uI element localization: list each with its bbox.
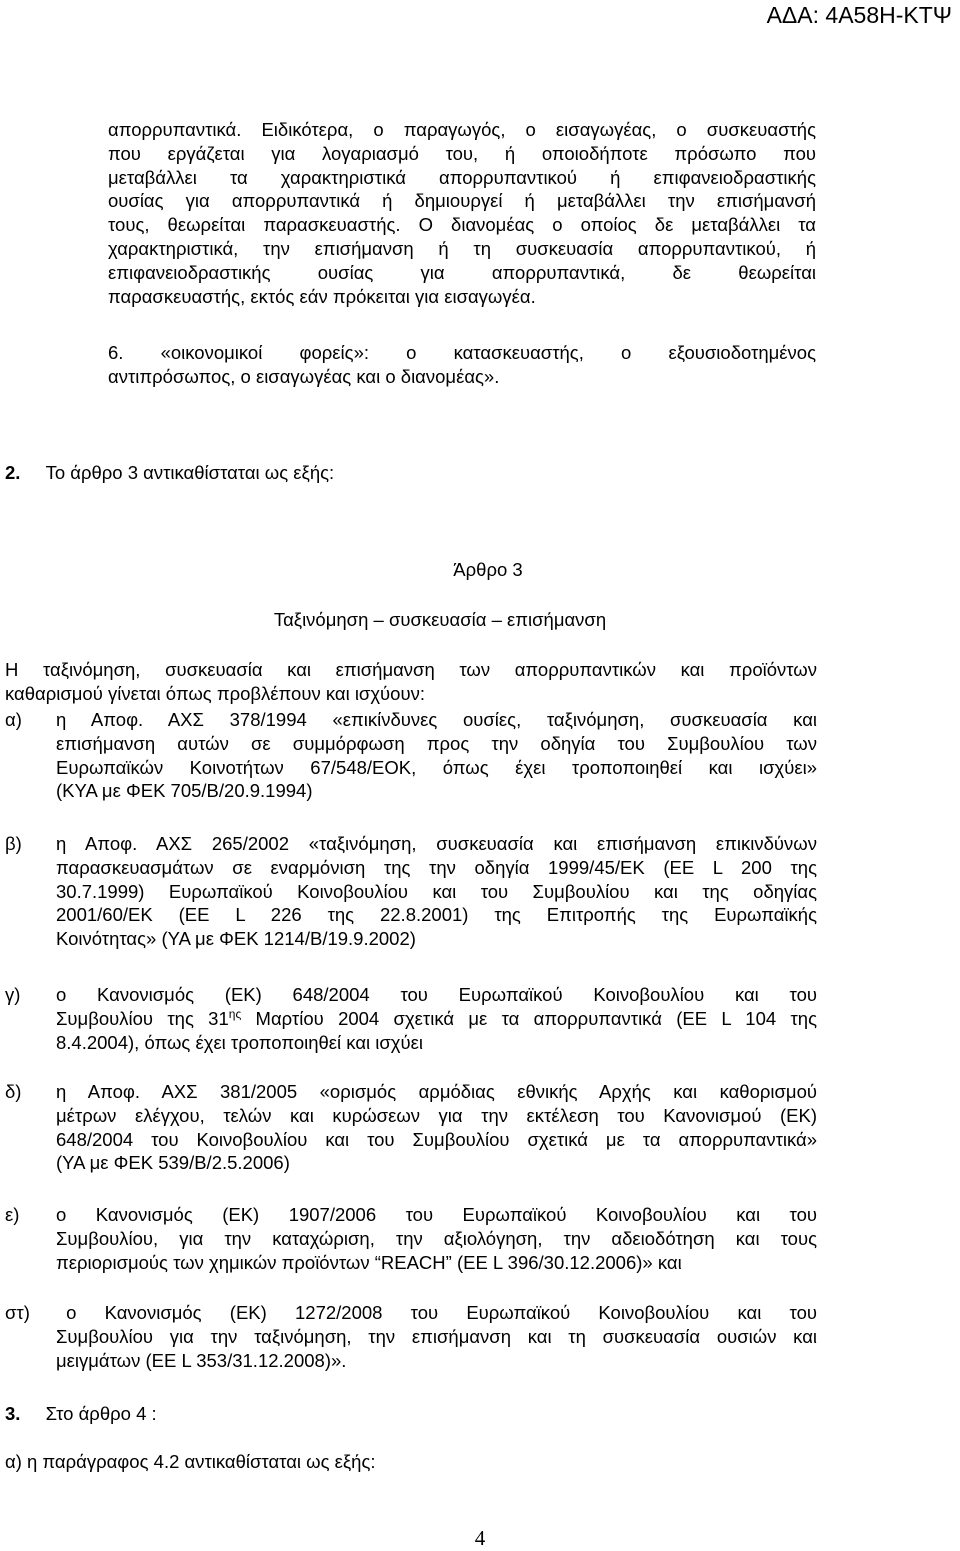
item-6-line	[108, 341, 816, 365]
text-line: η Αποφ. ΑΧΣ 378/1994 «επικίνδυνες ουσίες, ταξινόμηση, συσκευασία και	[56, 709, 817, 730]
text-line: η Αποφ. ΑΧΣ 265/2002 «ταξινόμηση, συσκευασία και επισήμανση επικινδύνων	[56, 833, 817, 854]
text-line: 648/2004 του Κοινοβουλίου και του Συμβουλίου σχετικά με τα απορρυπαντικά»	[56, 1128, 817, 1150]
item-label: δ)	[5, 1081, 22, 1102]
item-6-text: «οικονομικοί φορείς»: ο κατασκευαστής, ο εξουσιοδοτημένος	[160, 342, 816, 363]
text-line: Κοινότητας» (ΥΑ με ΦΕΚ 1214/Β/19.9.2002)	[56, 928, 416, 950]
text-line: Συμβουλίου για την ταξινόμηση, την επισήμανση και τη συσκευασία ουσιών και	[56, 1326, 817, 1347]
section-2-number: 2.	[5, 462, 21, 483]
text-fragment: ο Κανονισμός (ΕΚ) 1272/2008 του Ευρωπαϊκού Κοινοβουλίου και του	[66, 1302, 817, 1323]
item-label: α)	[5, 709, 22, 730]
subsection-a: α) η παράγραφος 4.2 αντικαθίσταται ως εξής:	[5, 1451, 376, 1472]
item-epsilon	[56, 1203, 817, 1274]
item-beta	[56, 832, 817, 951]
text-line: Ευρωπαϊκών Κοινοτήτων 67/548/ΕΟΚ, όπως έχει τροποποιηθεί και ισχύει»	[56, 756, 817, 778]
text-line: (ΥΑ με ΦΕΚ 539/Β/2.5.2006)	[56, 1152, 290, 1174]
article-title: Άρθρο 3	[453, 559, 523, 580]
ordinal-superscript: ης	[228, 1006, 242, 1021]
text-fragment: Συμβουλίου της 31	[56, 1007, 229, 1029]
section-2-text: Το άρθρο 3 αντικαθίσταται ως εξής:	[45, 462, 335, 483]
section-3	[5, 1402, 157, 1426]
text-line: ουσίας για απορρυπαντικά ή δημιουργεί ή μεταβάλλει την επισήμανσή	[108, 190, 816, 212]
text-fragment: Μαρτίου 2004 σχετικά με τα απορρυπαντικά (ΕΕ L 104 της	[241, 1007, 817, 1029]
text-line: ο Κανονισμός (ΕΚ) 1907/2006 του Ευρωπαϊκού Κοινοβουλίου και του	[56, 1204, 817, 1225]
section-3-number: 3.	[5, 1403, 21, 1424]
item-6-number: 6.	[108, 342, 124, 363]
text-line	[5, 1301, 817, 1325]
text-line: η Αποφ. ΑΧΣ 381/2005 «ορισμός αρμόδιας εθνικής Αρχής και καθορισμού	[56, 1081, 817, 1102]
text-line: απορρυπαντικά. Ειδικότερα, ο παραγωγός, ο εισαγωγέας, ο συσκευαστής	[108, 119, 816, 140]
text-line: περιορισμούς των χημικών προϊόντων “REACH” (ΕΕ L 396/30.12.2006)» και	[56, 1251, 682, 1273]
text-line: παρασκευασμάτων σε εναρμόνιση της την οδηγία 1999/45/ΕΚ (ΕΕ L 200 της	[56, 856, 817, 878]
text-line: 2001/60/ΕΚ (ΕΕ L 226 της 22.8.2001) της Επιτροπής της Ευρωπαϊκής	[56, 904, 817, 926]
item-stigma	[5, 1301, 817, 1325]
text-line: που εργάζεται για λογαριασμό του, ή οποιοδήποτε πρόσωπο που	[108, 142, 816, 164]
text-line: 8.4.2004), όπως έχει τροποποιηθεί και ισχύει	[56, 1031, 423, 1053]
paragraph-top	[108, 118, 816, 308]
item-label: ε)	[5, 1204, 20, 1225]
item-label: στ)	[5, 1302, 30, 1323]
item-stigma-cont	[56, 1325, 817, 1373]
text-line: χαρακτηριστικά, την επισήμανση ή τη συσκευασία απορρυπαντικού, ή	[108, 237, 816, 259]
text-line: παρασκευαστής, εκτός εάν πρόκειται για εισαγωγέα.	[108, 285, 536, 307]
text-line: επιφανειοδραστικής ουσίας για απορρυπαντικά, δε θεωρείται	[108, 261, 816, 283]
item-label: β)	[5, 833, 22, 854]
text-line: ο Κανονισμός (ΕΚ) 648/2004 του Ευρωπαϊκού Κοινοβουλίου και του	[56, 984, 817, 1005]
text-line: καθαρισμού γίνεται όπως προβλέπουν και ισχύουν:	[5, 682, 425, 704]
section-3-text: Στο άρθρο 4 :	[45, 1403, 157, 1424]
text-line: 30.7.1999) Ευρωπαϊκού Κοινοβουλίου και του Συμβουλίου και της οδηγίας	[56, 880, 817, 902]
text-line	[56, 1007, 817, 1031]
article-subtitle: Ταξινόμηση – συσκευασία – επισήμανση	[273, 609, 607, 630]
item-6	[108, 341, 816, 389]
item-6-line: αντιπρόσωπος, ο εισαγωγέας και ο διανομέας».	[108, 365, 500, 387]
text-line: μέτρων ελέγχου, τελών και κυρώσεων για την εκτέλεση του Κανονισμού (ΕΚ)	[56, 1104, 817, 1126]
item-gamma	[56, 983, 817, 1054]
text-line: μειγμάτων (ΕΕ L 353/31.12.2008)».	[56, 1349, 347, 1371]
text-line: (ΚΥΑ με ΦΕΚ 705/Β/20.9.1994)	[56, 780, 313, 802]
ada-code: ΑΔΑ: 4Α58Η-ΚΤΨ	[766, 2, 952, 28]
text-line: μεταβάλλει τα χαρακτηριστικά απορρυπαντικού ή επιφανειοδραστικής	[108, 166, 816, 188]
text-line: Συμβουλίου, για την καταχώριση, την αξιολόγηση, την αδειοδότηση και τους	[56, 1227, 817, 1249]
item-delta	[56, 1080, 817, 1175]
intro-paragraph	[5, 658, 817, 706]
item-alpha	[56, 708, 817, 803]
text-line: επισήμανση αυτών σε συμμόρφωση προς την οδηγία του Συμβουλίου των	[56, 732, 817, 754]
item-label: γ)	[5, 984, 21, 1005]
text-line: τους, θεωρείται παρασκευαστής. Ο διανομέας ο οποίος δε μεταβάλλει τα	[108, 214, 816, 236]
text-line: Η ταξινόμηση, συσκευασία και επισήμανση των απορρυπαντικών και προϊόντων	[5, 659, 817, 680]
page-number: 4	[474, 1526, 486, 1550]
section-2	[5, 461, 334, 485]
